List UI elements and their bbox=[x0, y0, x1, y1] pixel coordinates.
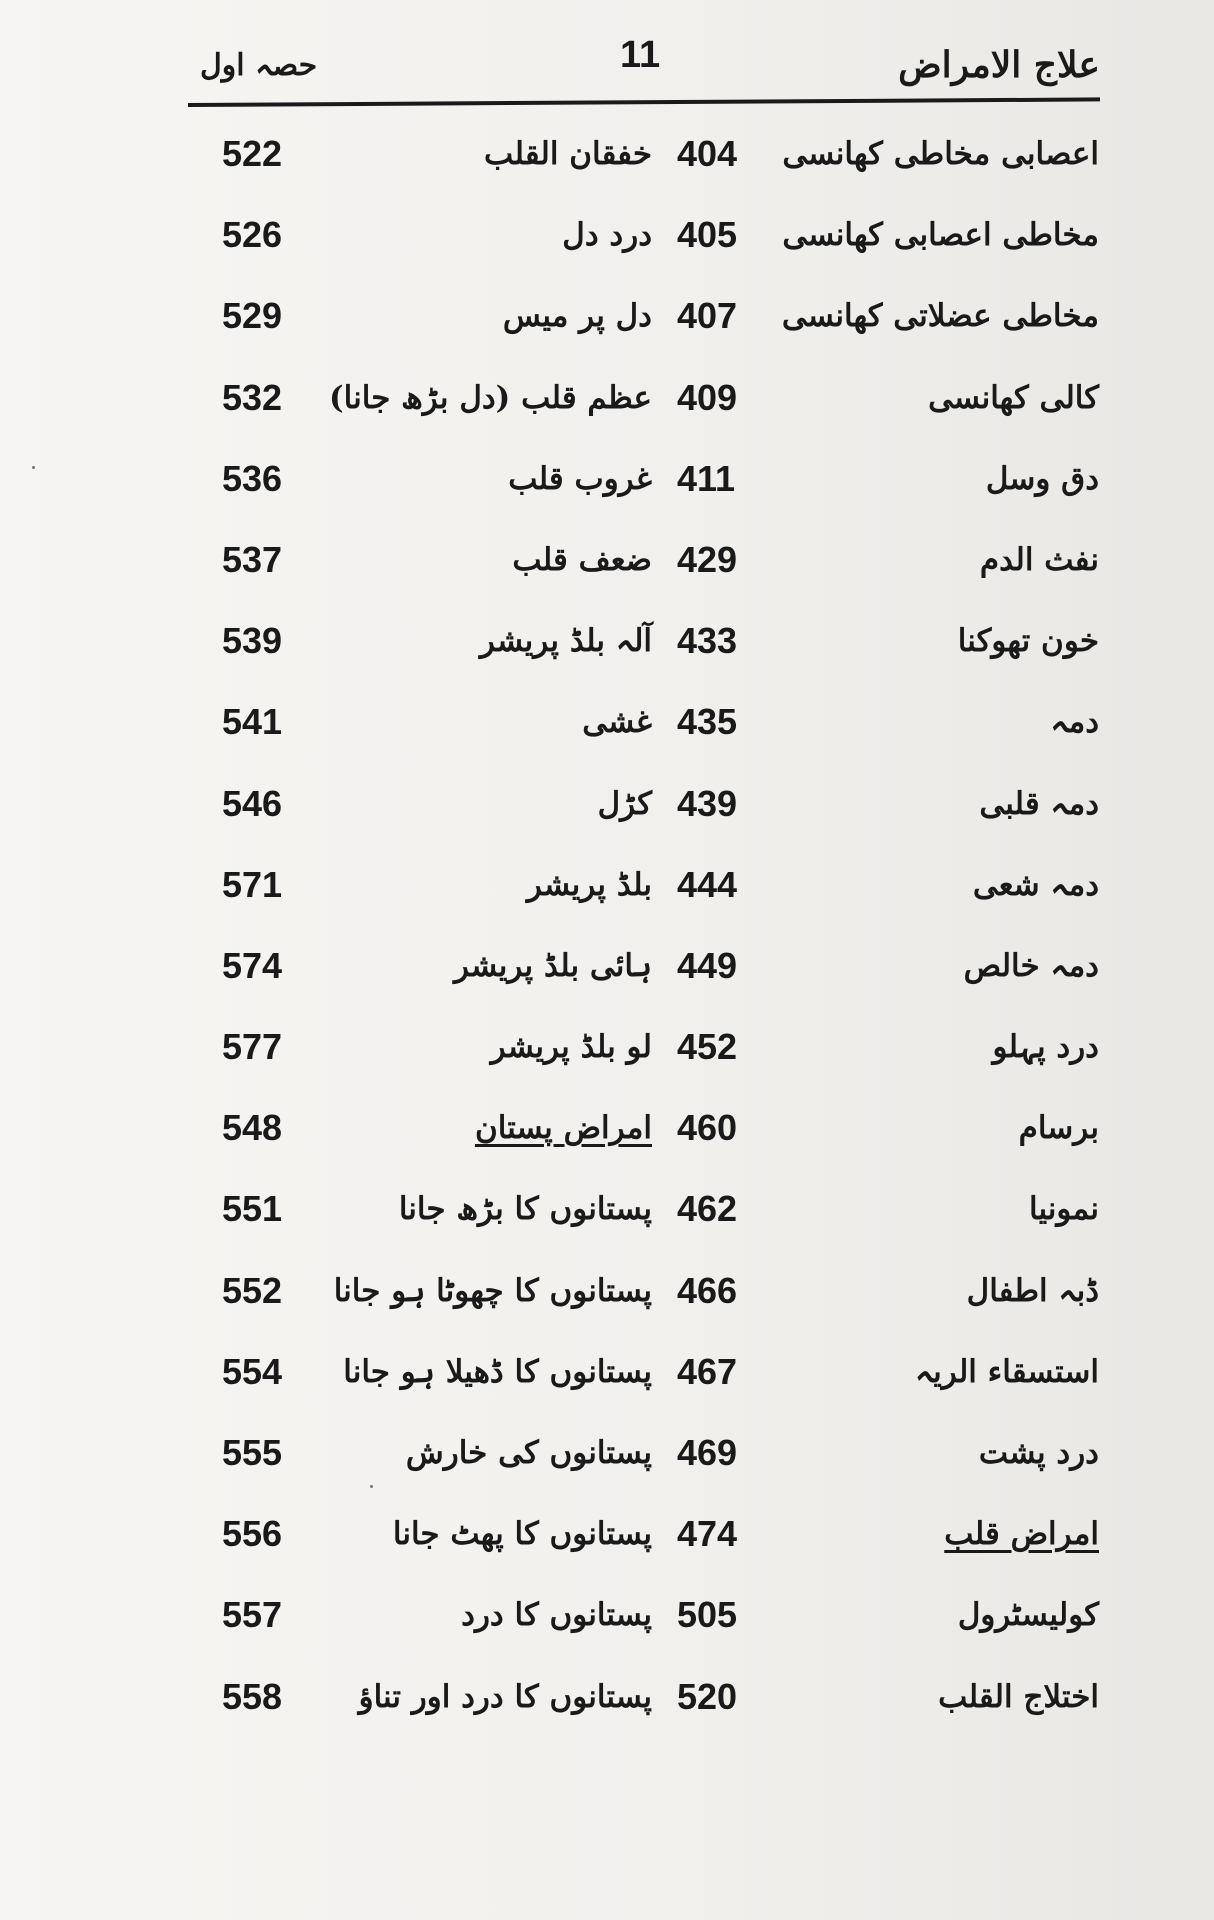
page-number: 11 bbox=[620, 34, 661, 76]
mid-entry-title: لو بلڈ پریشر bbox=[490, 1029, 652, 1066]
right-entry-page: 411 bbox=[677, 457, 736, 499]
index-row bbox=[0, 362, 1214, 443]
index-row bbox=[0, 443, 1214, 524]
right-entry-title: نمونیا bbox=[1029, 1191, 1099, 1228]
mid-entry-title: درد دل bbox=[562, 217, 652, 254]
mid-entry-page: 539 bbox=[222, 620, 283, 662]
right-entry-title: درد پہلو bbox=[992, 1029, 1099, 1066]
right-entry-title: دق وسل bbox=[985, 460, 1099, 497]
mid-entry-page: 536 bbox=[222, 457, 283, 499]
index-row bbox=[0, 1579, 1214, 1660]
right-entry-title: استسقاء الریہ bbox=[914, 1353, 1099, 1390]
mid-entry-title: پستانوں کا چھوٹا ہو جانا bbox=[333, 1272, 652, 1309]
mid-entry-title: پستانوں کا درد bbox=[461, 1597, 652, 1634]
right-entry-title: نفث الدم bbox=[979, 541, 1099, 578]
mid-entry-title: خفقان القلب bbox=[484, 136, 652, 172]
mid-entry-page: 555 bbox=[222, 1432, 283, 1473]
index-row bbox=[0, 1417, 1214, 1498]
right-entry-page: 505 bbox=[677, 1594, 738, 1636]
right-entry-page: 466 bbox=[677, 1269, 738, 1311]
index-row bbox=[0, 280, 1214, 361]
mid-entry-title: غروب قلب bbox=[508, 460, 652, 497]
index-row bbox=[0, 1173, 1214, 1254]
right-entry-page: 429 bbox=[677, 538, 738, 580]
mid-entry-page: 537 bbox=[222, 538, 283, 580]
mid-entry-page: 557 bbox=[222, 1594, 283, 1636]
mid-entry-page: 552 bbox=[222, 1269, 283, 1311]
mid-entry-page: 548 bbox=[222, 1107, 283, 1149]
mid-entry-title: کڑل bbox=[597, 785, 652, 822]
mid-entry-page: 577 bbox=[222, 1026, 283, 1068]
index-row bbox=[0, 1336, 1214, 1417]
mid-entry-title: پستانوں کا درد اور تناؤ bbox=[358, 1678, 652, 1715]
right-entry-page: 404 bbox=[677, 133, 738, 174]
right-entry-title: مخاطی اعصابی کھانسی bbox=[782, 217, 1099, 254]
index-table bbox=[0, 118, 1214, 1742]
mid-entry-page: 529 bbox=[222, 295, 283, 337]
right-entry-page: 409 bbox=[677, 376, 738, 418]
section-heading: امراض پستان bbox=[474, 1110, 652, 1147]
right-entry-page: 435 bbox=[677, 701, 738, 743]
mid-entry-page: 571 bbox=[222, 863, 283, 905]
right-entry-title: درد پشت bbox=[978, 1435, 1099, 1471]
index-row bbox=[0, 118, 1214, 199]
mid-entry-page: 554 bbox=[222, 1350, 283, 1392]
right-entry-page: 407 bbox=[677, 295, 738, 337]
right-entry-page: 467 bbox=[677, 1350, 738, 1392]
index-row bbox=[0, 1498, 1214, 1579]
right-entry-title: دمہ قلبی bbox=[979, 785, 1099, 822]
mid-entry-title: پستانوں کا پھٹ جانا bbox=[392, 1516, 652, 1553]
mid-entry-title: ہائی بلڈ پریشر bbox=[454, 947, 652, 984]
right-entry-page: 439 bbox=[677, 782, 738, 824]
mid-entry-page: 546 bbox=[222, 782, 283, 824]
right-entry-title: دمہ خالص bbox=[963, 947, 1099, 984]
index-row bbox=[0, 930, 1214, 1011]
mid-entry-title: پستانوں کا بڑھ جانا bbox=[398, 1191, 652, 1228]
right-entry-title: خون تھوکنا bbox=[957, 623, 1099, 660]
mid-entry-title: پستانوں کا ڈھیلا ہو جانا bbox=[343, 1353, 652, 1390]
right-entry-title: اختلاج القلب bbox=[938, 1678, 1099, 1715]
right-entry-page: 460 bbox=[677, 1107, 738, 1149]
mid-entry-title: بلڈ پریشر bbox=[526, 866, 652, 903]
section-heading: امراض قلب bbox=[944, 1516, 1099, 1553]
right-entry-page: 520 bbox=[677, 1675, 738, 1717]
mid-entry-page: 556 bbox=[222, 1513, 283, 1555]
right-entry-page: 469 bbox=[677, 1432, 738, 1473]
right-entry-page: 452 bbox=[677, 1026, 738, 1068]
right-entry-page: 444 bbox=[677, 863, 738, 905]
right-entry-page: 462 bbox=[677, 1188, 738, 1230]
index-row bbox=[0, 686, 1214, 767]
mid-entry-title: عظم قلب (دل بڑھ جانا) bbox=[329, 379, 652, 416]
right-entry-title: کولیسٹرول bbox=[957, 1597, 1099, 1634]
index-row bbox=[0, 768, 1214, 849]
mid-entry-title: ضعف قلب bbox=[512, 541, 652, 578]
book-title: علاج الامراض bbox=[898, 44, 1100, 86]
index-row bbox=[0, 849, 1214, 930]
right-entry-title: ڈبہ اطفال bbox=[966, 1272, 1099, 1309]
right-entry-page: 433 bbox=[677, 620, 738, 662]
mid-entry-page: 526 bbox=[222, 214, 283, 256]
paper-speck bbox=[32, 466, 35, 469]
mid-entry-page: 522 bbox=[222, 133, 283, 174]
mid-entry-page: 551 bbox=[222, 1188, 283, 1230]
right-entry-title: اعصابی مخاطی کھانسی bbox=[782, 136, 1099, 172]
mid-entry-page: 574 bbox=[222, 944, 283, 986]
right-entry-title: دمہ bbox=[1050, 704, 1099, 741]
section-label: حصہ اول bbox=[200, 48, 318, 83]
index-row bbox=[0, 199, 1214, 280]
mid-entry-page: 541 bbox=[222, 701, 283, 743]
mid-entry-title: آلہ بلڈ پریشر bbox=[479, 623, 652, 660]
mid-entry-title: دل پر میس bbox=[502, 298, 652, 335]
right-entry-page: 405 bbox=[677, 214, 738, 256]
right-entry-title: برسام bbox=[1018, 1110, 1099, 1147]
index-row bbox=[0, 605, 1214, 686]
mid-entry-title: پستانوں کی خارش bbox=[405, 1435, 652, 1471]
mid-entry-page: 558 bbox=[222, 1675, 283, 1717]
index-row bbox=[0, 1092, 1214, 1173]
index-row bbox=[0, 1661, 1214, 1742]
index-row bbox=[0, 1011, 1214, 1092]
paper-speck bbox=[370, 1485, 373, 1488]
index-row bbox=[0, 524, 1214, 605]
mid-entry-title: غشی bbox=[582, 704, 652, 741]
right-entry-title: دمہ شعی bbox=[972, 866, 1099, 903]
right-entry-title: کالی کھانسی bbox=[928, 379, 1099, 416]
right-entry-title: مخاطی عضلاتی کھانسی bbox=[781, 298, 1099, 335]
right-entry-page: 474 bbox=[677, 1513, 738, 1555]
mid-entry-page: 532 bbox=[222, 376, 283, 418]
index-row bbox=[0, 1255, 1214, 1336]
right-entry-page: 449 bbox=[677, 944, 738, 986]
